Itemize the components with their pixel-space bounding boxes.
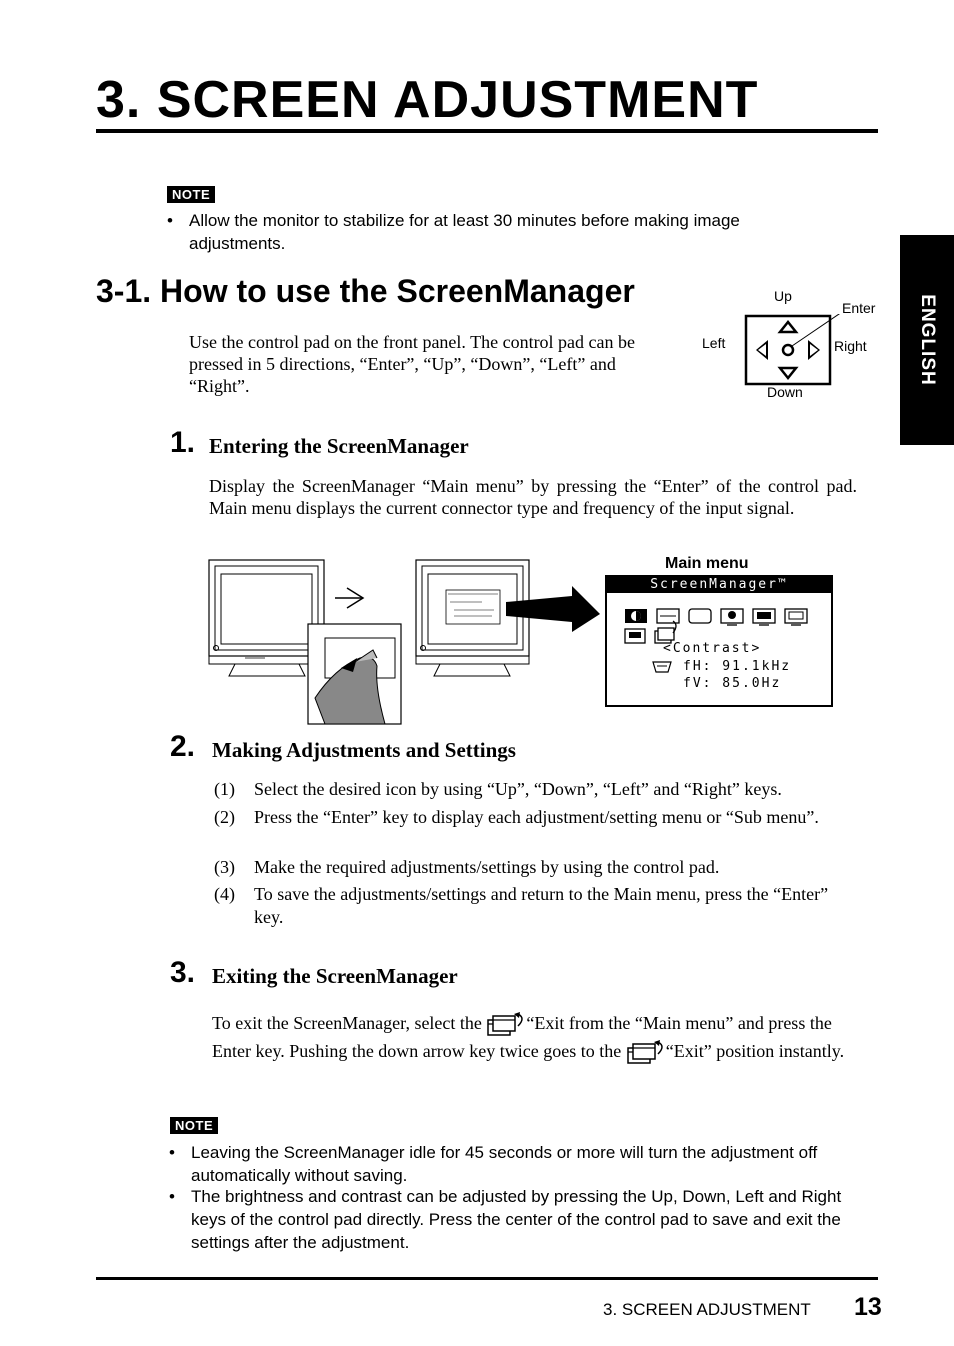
screen-icon [689,609,711,623]
page-title: 3. SCREEN ADJUSTMENT [96,71,759,129]
title-rule [96,129,878,133]
control-pad-diagram [744,314,844,386]
note-bullet: • The brightness and contrast can be adjusted by pressing the Up, Down, Left and Right keys of the control pad directly. Press the center of the control pad to save and exit the settings after the adjustment. [169,1187,842,1252]
exit-icon [655,621,676,643]
step-2-title: Making Adjustments and Settings [212,738,516,762]
language-tab [900,235,954,445]
monitor-illustration-menu [412,558,602,683]
main-menu-fh: fH: 91.1kHz [683,659,792,674]
note-badge: NOTE [170,1117,218,1134]
note-badge: NOTE [167,186,215,203]
footer-rule [96,1277,878,1280]
language-tab-label: ENGLISH [917,294,938,386]
page-number: 13 [854,1293,882,1321]
pad-label-up: Up [774,288,792,304]
sound-icon [753,609,775,625]
connector-icon [651,660,673,674]
list-item: (4) To save the adjustments/settings and return to the Main menu, press the “Enter” key. [214,884,829,927]
pad-label-down: Down [767,384,803,400]
note-bullet: • Leaving the ScreenManager idle for 45 seconds or more will turn the adjustment off automatically without saving. [169,1143,818,1185]
step-2-number: 2. [170,730,196,763]
section-intro: Use the control pad on the front panel. The control pad can be pressed in 5 directions, “Enter”, “Up”, “Down”, “Left” and “Right”. [189,332,636,396]
list-item: (1) Select the desired icon by using “Up”, “Down”, “Left” and “Right” keys. [214,779,782,799]
exit-icon [626,1040,666,1066]
pad-label-left: Left [702,335,726,351]
step-3-number: 3. [170,956,196,989]
pad-label-enter: Enter [842,300,876,316]
list-item: (3) Make the required adjustments/settings by using the control pad. [214,857,720,877]
step-3-text: To exit the ScreenManager, select the “Exit from the “Main menu” and press the Enter key. Pushing the down arrow key twice goes to the “Exit” position instantly. [212,1010,864,1066]
section-title: 3-1. How to use the ScreenManager [96,273,635,309]
main-menu-screen [605,575,833,707]
main-menu-fv: fV: 85.0Hz [683,676,782,691]
color-icon [721,609,743,625]
contrast-icon [625,609,647,623]
step-1-text: Display the ScreenManager “Main menu” by pressing the “Enter” of the control pad. Main menu displays the current connector type and frequency of the input signal. [209,476,857,518]
main-menu-icon-grid [623,607,823,645]
note-bullet: • Allow the monitor to stabilize for at least 30 minutes before making image adjustments. [167,211,740,253]
exit-icon [486,1012,526,1038]
information-icon [625,629,645,643]
footer-label: 3. SCREEN ADJUSTMENT [603,1300,811,1319]
main-menu-submenu: <Contrast> [663,641,762,656]
osd-icon [785,609,807,625]
step-3-title: Exiting the ScreenManager [212,964,458,988]
monitor-illustration-blank [205,558,405,726]
size-icon [657,609,679,623]
main-menu-caption: Main menu [665,555,749,572]
pad-label-right: Right [834,338,867,354]
step-1-number: 1. [170,426,196,459]
main-menu-title: ScreenManager™ [607,577,831,593]
list-item: (2) Press the “Enter” key to display each adjustment/setting menu or “Sub menu”. [214,807,819,827]
step-1-title: Entering the ScreenManager [209,434,469,458]
